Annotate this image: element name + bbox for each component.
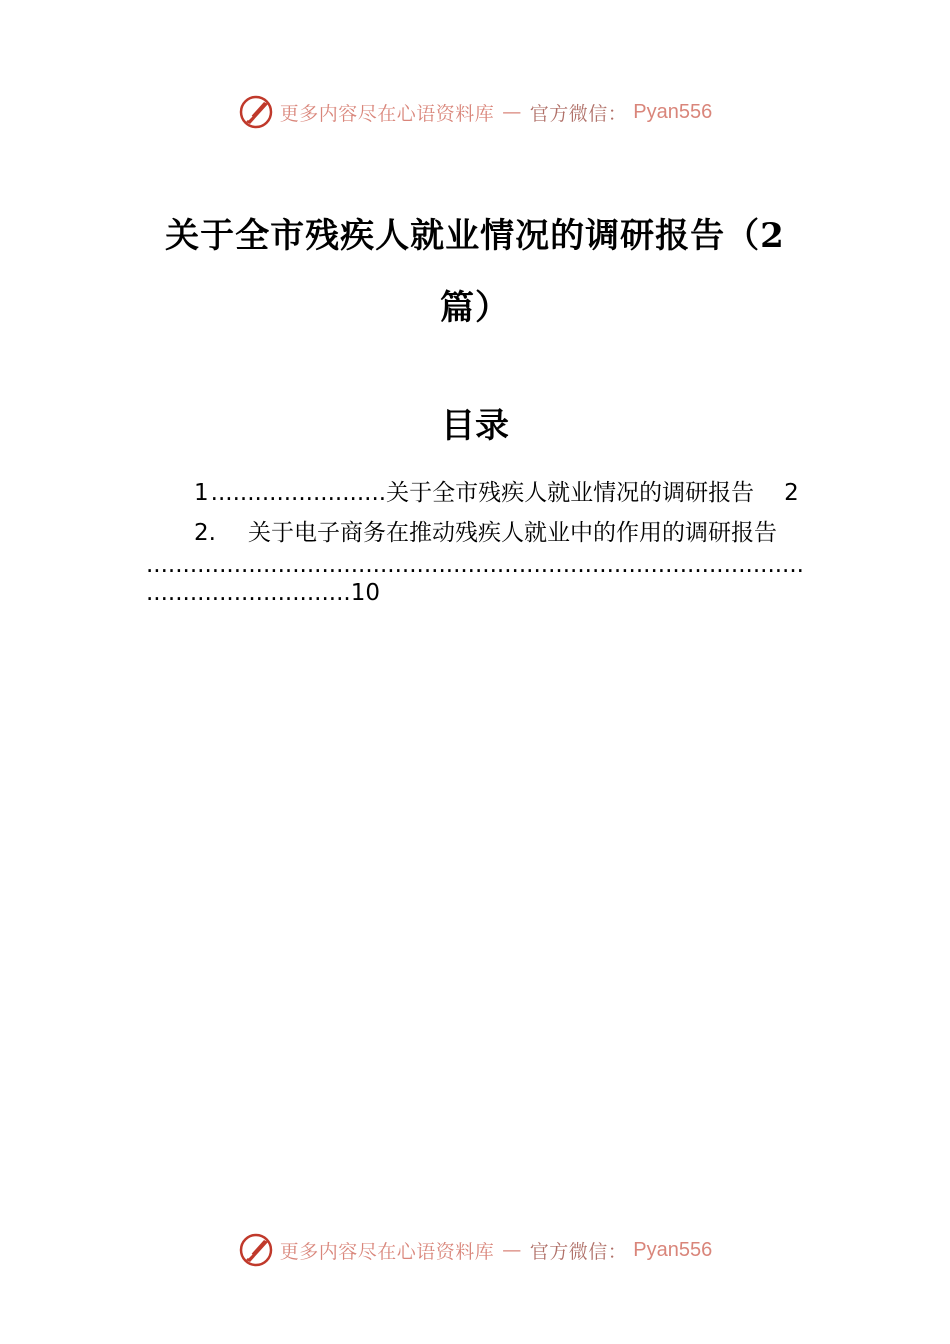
title-line-1: 关于全市残疾人就业情况的调研报告（2	[165, 216, 785, 256]
toc-entry-2-number: 2.	[194, 520, 216, 546]
toc-entry-2-leader-line-2-dots: ............................	[146, 580, 351, 606]
quill-logo-icon	[238, 1232, 274, 1268]
toc-entry-2-leader-line-2	[146, 580, 380, 606]
banner-wechat-id: Pyan556	[633, 100, 713, 123]
toc-entry-2[interactable]	[194, 514, 777, 547]
footer-banner	[0, 1232, 950, 1268]
toc-heading: 目录	[441, 406, 509, 446]
banner-label: 官方微信：	[529, 102, 628, 125]
header-banner	[0, 94, 950, 130]
toc-entry-2-page: 10	[350, 580, 380, 606]
document-title	[150, 200, 800, 344]
footer-banner-wechat-id: Pyan556	[633, 1238, 713, 1261]
toc-entry-2-leader-line-1: ..........................................................................................	[146, 552, 804, 578]
title-line-2: 篇）	[440, 288, 510, 328]
toc-entry-1-leader: ........................	[210, 480, 387, 506]
quill-logo-icon	[238, 94, 274, 130]
footer-banner-separator: —	[502, 1239, 522, 1261]
toc-entry-1[interactable]	[194, 474, 799, 507]
footer-banner-text: 更多内容尽在心语资料库	[279, 1240, 495, 1263]
toc-entry-1-text: 关于全市残疾人就业情况的调研报告	[386, 480, 755, 506]
toc-entry-1-number: 1	[194, 480, 209, 506]
footer-banner-label: 官方微信：	[529, 1240, 628, 1263]
toc-entry-1-page: 2	[784, 480, 799, 506]
toc-entry-2-text: 关于电子商务在推动残疾人就业中的作用的调研报告	[247, 520, 777, 546]
banner-text: 更多内容尽在心语资料库	[279, 102, 495, 125]
banner-separator: —	[502, 101, 522, 123]
